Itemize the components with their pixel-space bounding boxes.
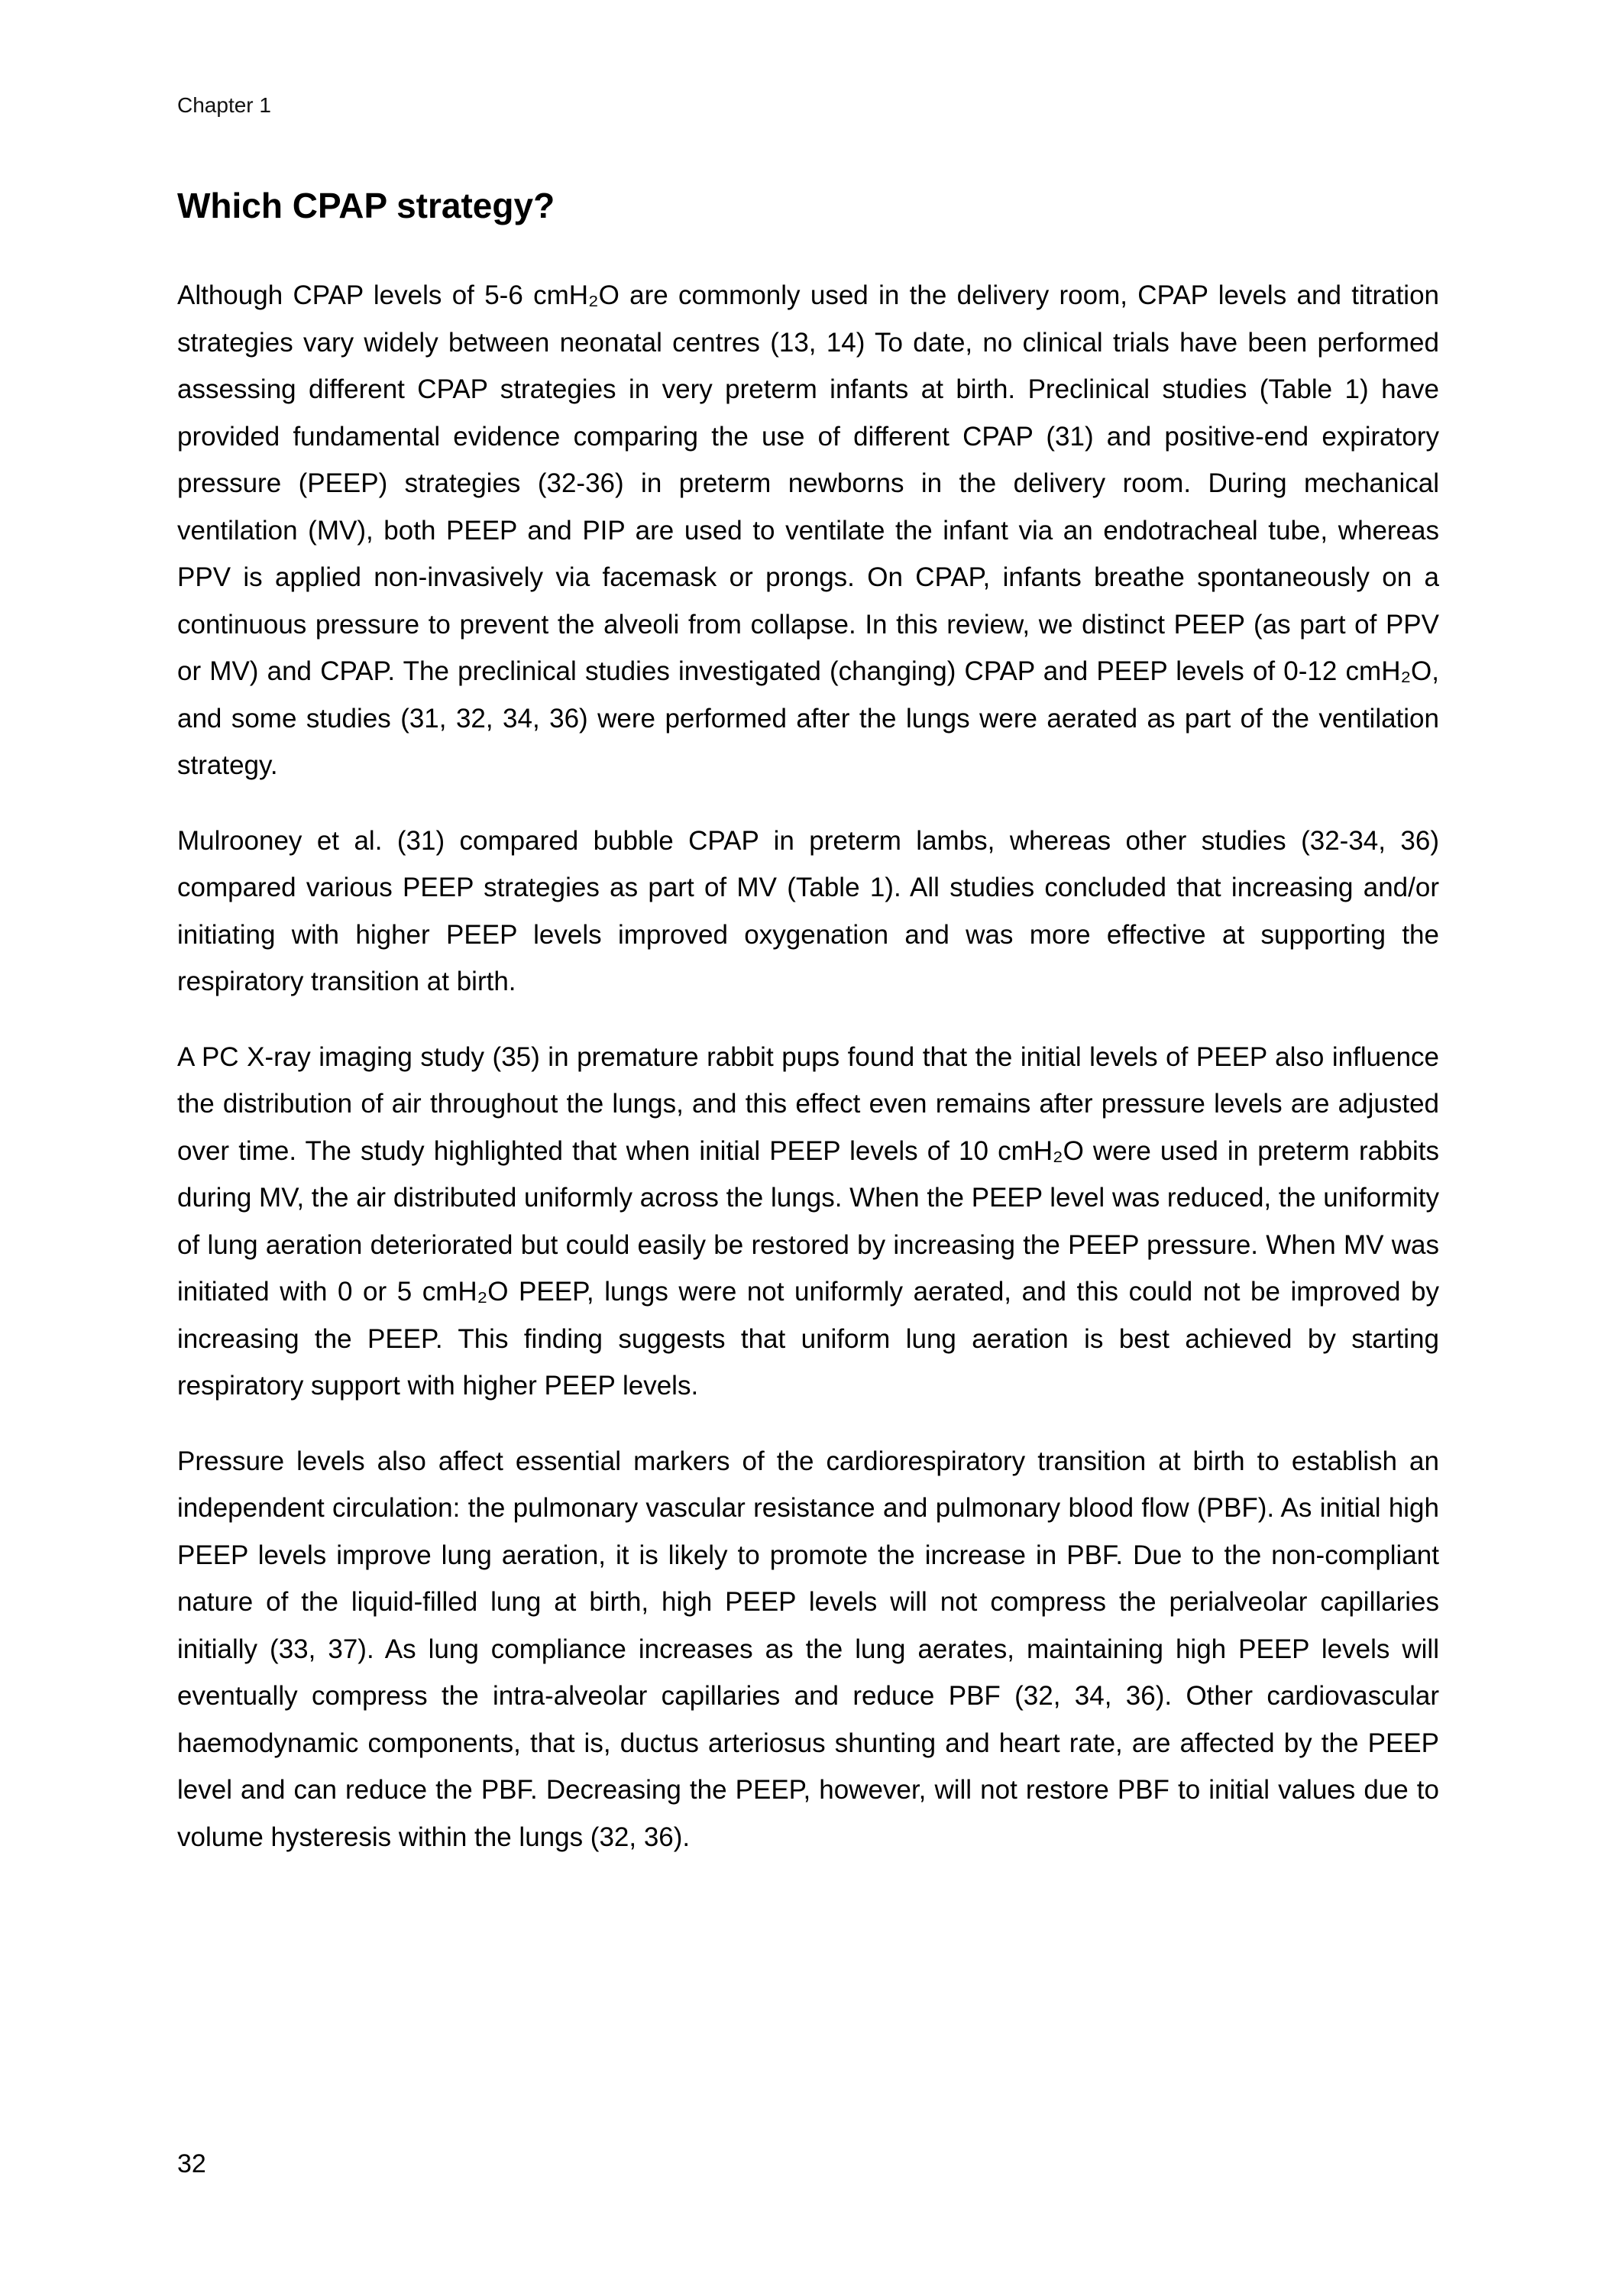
page-number: 32 [177,2149,206,2178]
paragraph-cpap-levels: Although CPAP levels of 5-6 cmH₂O are commonly used in the delivery room, CPAP levels and titration strategies vary widely between neonatal centres (13, 14) To date, no clinical trials have been performed assessing different CPAP strategies in very preterm infants at birth. Preclinical studies (Table 1) have provided fundamental evidence comparing the use of different CPAP (31) and positive-end expiratory pressure (PEEP) strategies (32-36) in preterm newborns in the delivery room. During mechanical ventilation (MV), both PEEP and PIP are used to ventilate the infant via an endotracheal tube, whereas PPV is applied non-invasively via facemask or prongs. On CPAP, infants breathe spontaneously on a continuous pressure to prevent the alveoli from collapse. In this review, we distinct PEEP (as part of PPV or MV) and CPAP. The preclinical studies investigated (changing) CPAP and PEEP levels of 0-12 cmH₂O, and some studies (31, 32, 34, 36) were performed after the lungs were aerated as part of the ventilation strategy. [177,280,1439,780]
paragraph-pc-xray-study: A PC X-ray imaging study (35) in premature rabbit pups found that the initial levels of PEEP also influence the distribution of air throughout the lungs, and this effect even remains after pressure levels are adjusted over time. The study highlighted that when initial PEEP levels of 10 cmH₂O were used in preterm rabbits during MV, the air distributed uniformly across the lungs. When the PEEP level was reduced, the uniformity of lung aeration deteriorated but could easily be restored by increasing the PEEP pressure. When MV was initiated with 0 or 5 cmH₂O PEEP, lungs were not uniformly aerated, and this could not be improved by increasing the PEEP. This finding suggests that uniform lung aeration is best achieved by starting respiratory support with higher PEEP levels. [177,1041,1439,1401]
paragraph-pressure-levels: Pressure levels also affect essential markers of the cardiorespiratory transition at birth to establish an independent circulation: the pulmonary vascular resistance and pulmonary blood flow (PBF). As initial high PEEP levels improve lung aeration, it is likely to promote the increase in PBF. Due to the non-compliant nature of the liquid-filled lung at birth, high PEEP levels will not compress the perialveolar capillaries initially (33, 37). As lung compliance increases as the lung aerates, maintaining high PEEP levels will eventually compress the intra-alveolar capillaries and reduce PBF (32, 34, 36). Other cardiovascular haemodynamic components, that is, ductus arteriosus shunting and heart rate, are affected by the PEEP level and can reduce the PBF. Decreasing the PEEP, however, will not restore PBF to initial values due to volume hysteresis within the lungs (32, 36). [177,1446,1439,1852]
running-head: Chapter 1 [177,93,271,117]
paragraph-mulrooney-study: Mulrooney et al. (31) compared bubble CPAP in preterm lambs, whereas other studies (32-34, 36) compared various PEEP strategies as part of MV (Table 1). All studies concluded that increasing and/or initiating with higher PEEP levels improved oxygenation and was more effective at supporting the respiratory transition at birth. [177,825,1439,996]
body-text [177,272,1439,1889]
section-title: Which CPAP strategy? [177,186,555,225]
